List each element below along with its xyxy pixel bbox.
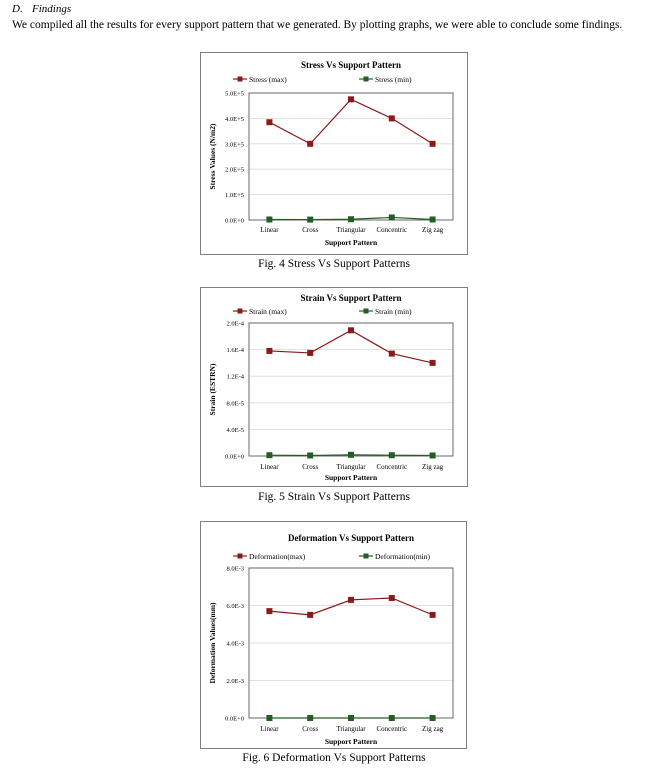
chart-title: Stress Vs Support Pattern (301, 60, 401, 70)
data-point (389, 115, 395, 121)
x-tick-label: Triangular (336, 725, 366, 733)
y-tick-label: 2.0E+5 (224, 166, 244, 174)
legend-marker (238, 554, 243, 559)
chart-title: Strain Vs Support Pattern (300, 293, 402, 303)
x-tick-label: Linear (260, 463, 279, 471)
y-axis-label: Deformation Values(mm) (208, 602, 217, 684)
data-point (307, 350, 313, 356)
y-tick-label: 1.0E+5 (224, 192, 244, 200)
legend-marker (364, 77, 369, 82)
data-point (266, 608, 272, 614)
chart-frame (200, 521, 467, 749)
x-tick-label: Cross (302, 725, 319, 733)
data-point (348, 96, 354, 102)
x-tick-label: Triangular (336, 463, 366, 471)
legend-marker (238, 77, 243, 82)
figure-caption: Fig. 5 Strain Vs Support Patterns (258, 491, 410, 503)
y-tick-label: 8.0E-5 (226, 400, 244, 408)
y-tick-label: 1.2E-4 (226, 373, 244, 381)
data-point (307, 452, 313, 458)
data-point (266, 216, 272, 222)
data-point (389, 595, 395, 601)
data-point (389, 715, 395, 721)
legend-label: Deformation(min) (375, 552, 430, 561)
data-point (430, 216, 436, 222)
chart-frame (200, 287, 468, 487)
data-point (348, 452, 354, 458)
x-tick-label: Linear (260, 725, 279, 733)
y-tick-label: 0.0E+0 (224, 715, 244, 723)
x-tick-label: Concentric (376, 463, 408, 471)
data-point (348, 597, 354, 603)
data-point (348, 216, 354, 222)
data-point (348, 715, 354, 721)
y-tick-label: 4.0E+5 (224, 115, 244, 123)
y-tick-label: 1.6E-4 (226, 347, 244, 355)
data-point (266, 715, 272, 721)
x-tick-label: Zig zag (422, 226, 444, 234)
x-tick-label: Cross (302, 463, 319, 471)
y-tick-label: 2.0E-3 (226, 678, 244, 685)
legend-label: Stress (max) (249, 75, 287, 84)
figure-caption: Fig. 6 Deformation Vs Support Patterns (242, 752, 426, 764)
y-axis-label: Stress Values (N/m2) (208, 123, 217, 190)
x-tick-label: Zig zag (422, 463, 444, 471)
y-tick-label: 4.0E-5 (226, 426, 244, 434)
series-line (269, 99, 432, 143)
section-heading (12, 3, 71, 15)
legend-label: Stress (min) (375, 75, 412, 84)
x-tick-label: Cross (302, 226, 319, 234)
findings-paragraph: We compiled all the results for every support pattern that we generated. By plotting graphs, we were able to conclude some findings. (12, 19, 623, 31)
data-point (430, 612, 436, 618)
legend-label: Strain (min) (375, 307, 412, 316)
data-point (389, 452, 395, 458)
legend-marker (364, 554, 369, 559)
deformation-chart (201, 522, 466, 748)
y-tick-label: 6.0E-3 (226, 603, 244, 610)
data-point (430, 360, 436, 366)
section-number: D. (12, 3, 23, 15)
x-axis-label: Support Pattern (324, 737, 378, 746)
data-point (307, 612, 313, 618)
legend-label: Deformation(max) (249, 552, 306, 561)
data-point (307, 715, 313, 721)
data-point (389, 351, 395, 357)
y-tick-label: 8.0E-3 (226, 565, 244, 573)
y-tick-label: 4.0E-3 (226, 640, 244, 648)
legend-label: Strain (max) (249, 307, 287, 316)
x-tick-label: Zig zag (422, 725, 444, 733)
x-tick-label: Triangular (336, 226, 366, 234)
x-tick-label: Linear (260, 226, 279, 234)
strain-chart (201, 288, 467, 486)
data-point (389, 214, 395, 220)
data-point (348, 327, 354, 333)
x-tick-label: Concentric (376, 725, 408, 733)
data-point (266, 348, 272, 354)
chart-frame (200, 52, 468, 255)
data-point (430, 715, 436, 721)
x-axis-label: Support Pattern (324, 238, 378, 247)
data-point (430, 141, 436, 147)
data-point (266, 452, 272, 458)
legend-marker (238, 309, 243, 314)
legend-marker (364, 309, 369, 314)
plot-area (249, 323, 453, 456)
y-axis-label: Strain (ESTRN) (208, 363, 217, 416)
series-line (269, 330, 432, 363)
data-point (307, 141, 313, 147)
plot-area (249, 93, 453, 220)
y-tick-label: 5.0E+5 (224, 90, 244, 98)
chart-title: Deformation Vs Support Pattern (287, 533, 415, 543)
section-title: Findings (32, 3, 72, 15)
x-tick-label: Concentric (376, 226, 408, 234)
figure-caption: Fig. 4 Stress Vs Support Patterns (258, 258, 410, 270)
y-tick-label: 0.0E+0 (224, 217, 244, 225)
x-axis-label: Support Pattern (324, 473, 378, 482)
y-tick-label: 3.0E+5 (224, 141, 244, 149)
y-tick-label: 2.0E-4 (226, 320, 244, 328)
data-point (430, 452, 436, 458)
y-tick-label: 0.0E+0 (224, 453, 244, 461)
data-point (307, 217, 313, 223)
stress-chart (201, 53, 467, 254)
data-point (266, 119, 272, 125)
